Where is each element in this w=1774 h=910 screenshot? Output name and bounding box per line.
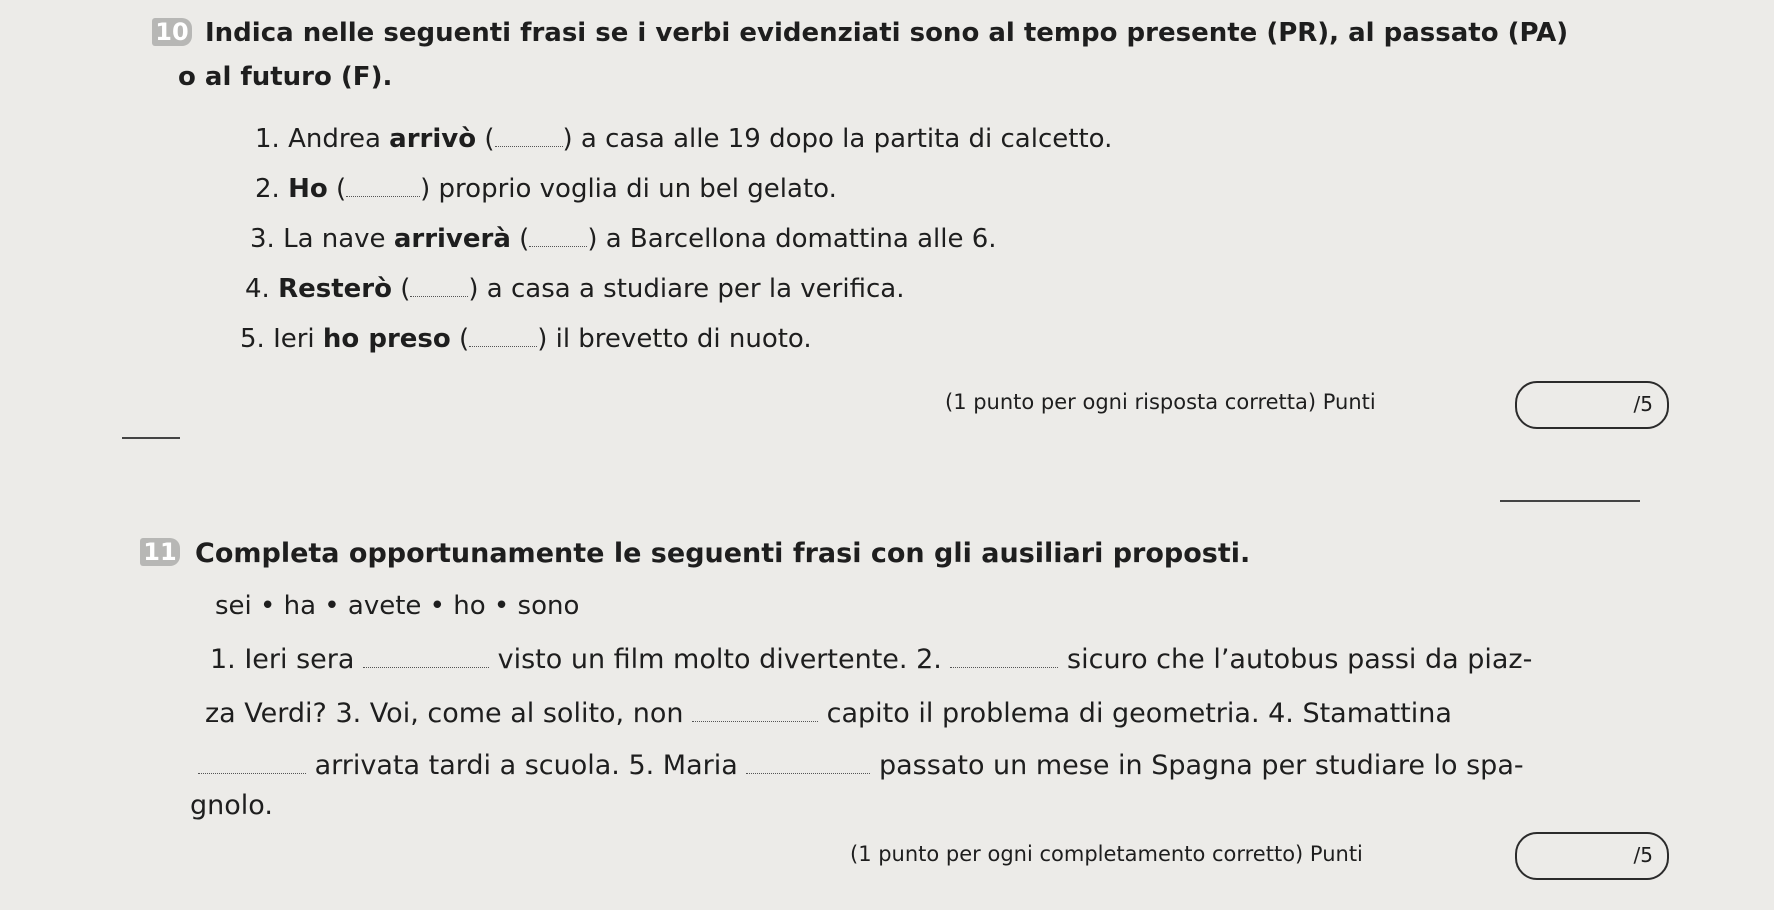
fill-blank-4[interactable] [198, 749, 306, 774]
exercise-10-item-5: 5. Ieri ho preso ( ) il brevetto di nuoto. [240, 324, 812, 354]
exercise-11-line-2: za Verdi? 3. Voi, come al solito, non capito il problema di geometria. 4. Stamattina [205, 698, 1452, 729]
exercise-11-score-box[interactable] [1515, 832, 1669, 880]
exercise-10-instruction: Indica nelle seguenti frasi se i verbi evidenziati sono al tempo presente (PR), al passato (PA) [205, 18, 1569, 48]
exercise-10-score-total: /5 [1633, 392, 1653, 416]
fill-blank-5[interactable] [746, 749, 870, 774]
answer-blank-1[interactable] [495, 122, 563, 147]
exercise-11-score-label: (1 punto per ogni completamento corretto) Punti [850, 842, 1363, 866]
exercise-11-instruction: Completa opportunamente le seguenti frasi con gli ausiliari proposti. [195, 538, 1251, 569]
answer-blank-4[interactable] [410, 272, 468, 297]
fill-blank-1[interactable] [363, 643, 489, 668]
exercise-10-score-label: (1 punto per ogni risposta corretta) Punti [945, 390, 1376, 414]
auxiliary-options: sei • ha • avete • ho • sono [215, 591, 580, 621]
exercise-11-score-total: /5 [1633, 843, 1653, 867]
exercise-11-line-1: 1. Ieri sera visto un film molto divertente. 2. sicuro che l’autobus passi da piaz- [210, 644, 1533, 675]
exercise-10-instruction-cont: o al futuro (F). [178, 62, 393, 92]
answer-blank-2[interactable] [346, 172, 420, 197]
divider-left [122, 437, 180, 439]
divider-right [1500, 500, 1640, 502]
fill-blank-3[interactable] [692, 697, 818, 722]
answer-blank-5[interactable] [469, 322, 537, 347]
answer-blank-3[interactable] [529, 222, 587, 247]
exercise-11-line-3: arrivata tardi a scuola. 5. Maria passato un mese in Spagna per studiare lo spa- [198, 749, 1524, 781]
exercise-10-item-1: 1. Andrea arrivò ( ) a casa alle 19 dopo la partita di calcetto. [255, 124, 1113, 154]
exercise-10-item-2: 2. Ho ( ) proprio voglia di un bel gelato. [255, 174, 837, 204]
fill-blank-2[interactable] [950, 643, 1058, 668]
exercise-11-number: 11 [140, 538, 180, 566]
exercise-10-score-box[interactable] [1515, 381, 1669, 429]
exercise-10-number: 10 [152, 18, 192, 46]
exercise-11-line-4: gnolo. [190, 790, 273, 821]
exercise-10-item-4: 4. Resterò ( ) a casa a studiare per la verifica. [245, 274, 905, 304]
exercise-10-item-3: 3. La nave arriverà ( ) a Barcellona domattina alle 6. [250, 224, 997, 254]
